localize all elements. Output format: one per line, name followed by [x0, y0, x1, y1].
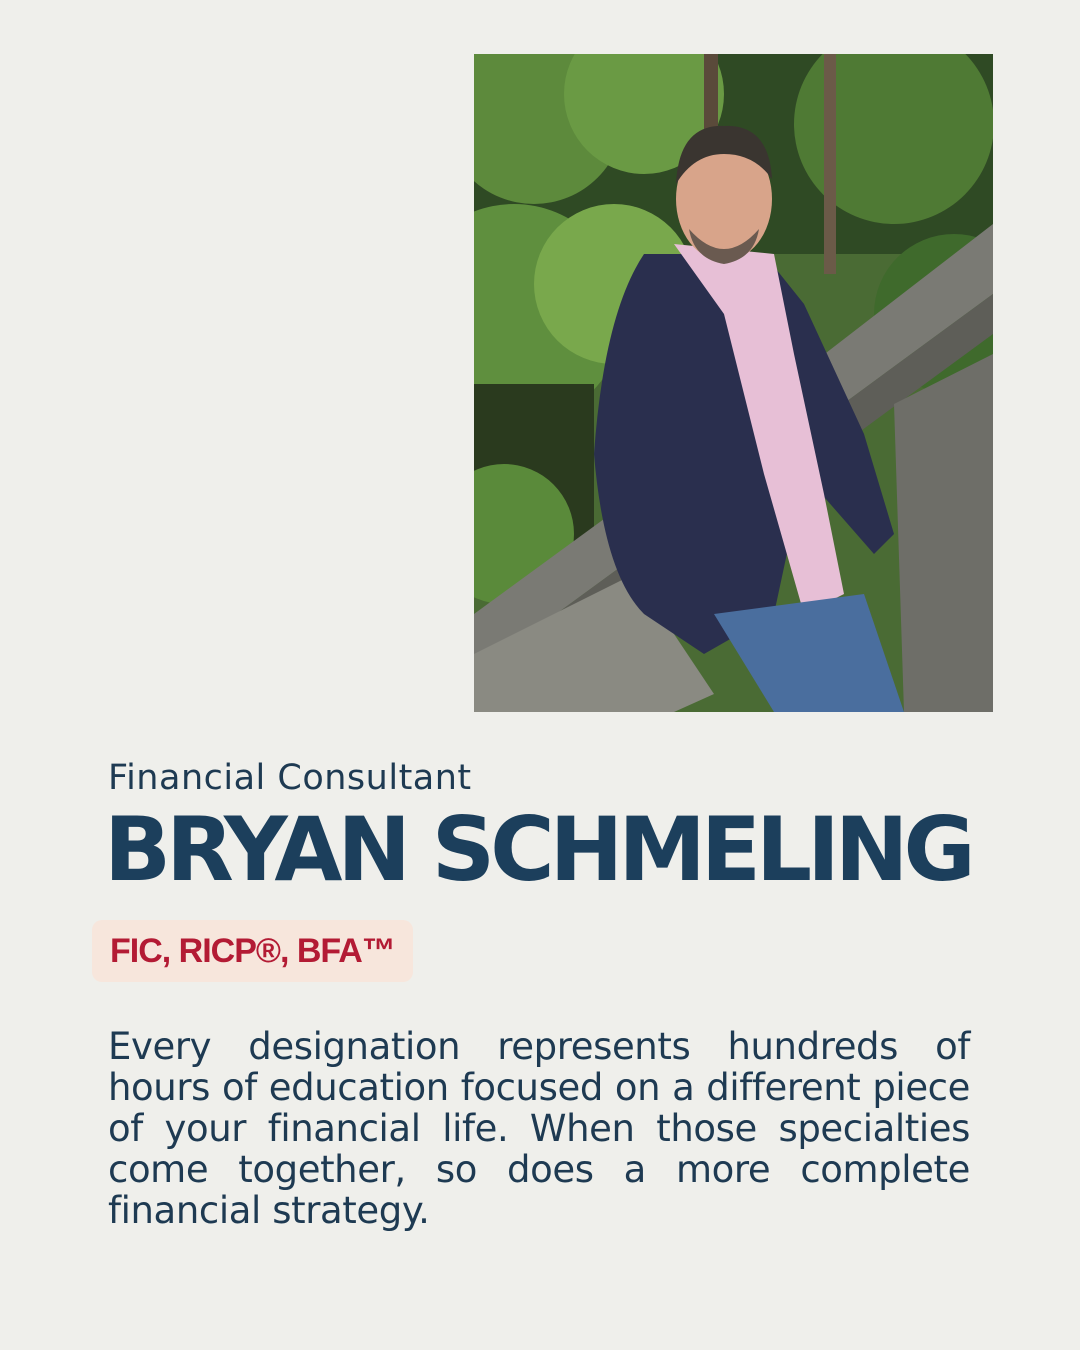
- portrait-photo-icon: [474, 54, 993, 712]
- job-title: Financial Consultant: [108, 758, 472, 798]
- profile-photo: [474, 54, 993, 712]
- designations-text: FIC, RICP®, BFA™: [110, 931, 395, 970]
- description-paragraph: Every designation represents hundreds of hours of education focused on a different piece of your financial life. When those specialties come together, so does a more complete financial strategy.: [108, 1025, 970, 1232]
- designations-badge: [92, 920, 413, 982]
- consultant-name: BRYAN SCHMELING: [104, 798, 971, 901]
